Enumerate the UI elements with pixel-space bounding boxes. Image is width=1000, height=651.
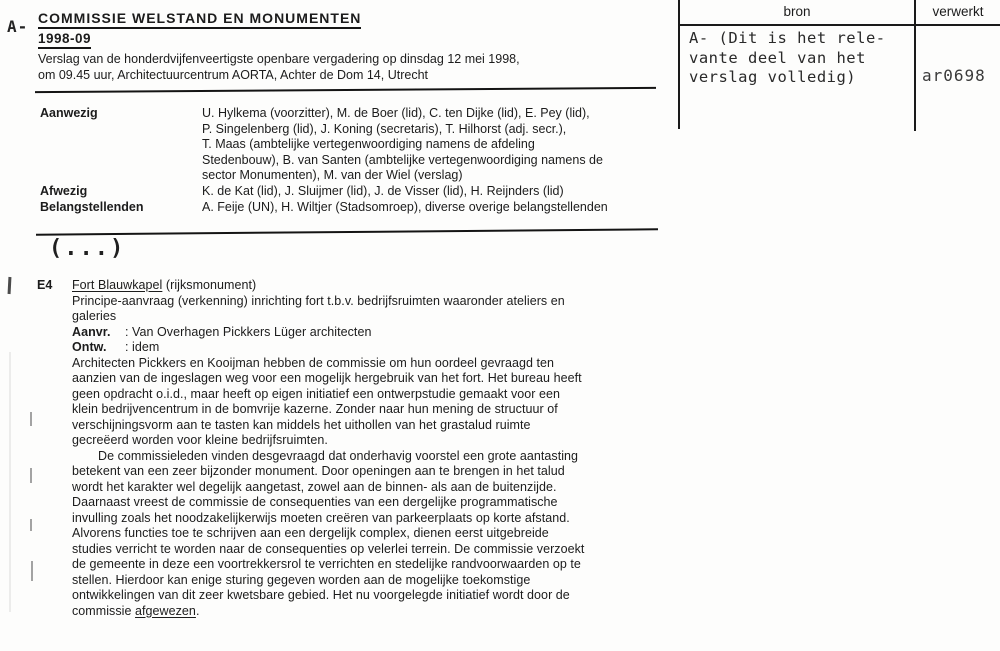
table-header-verwerkt: verwerkt (932, 4, 984, 19)
applicant-value: : Van Overhagen Pickkers Lüger architecten (125, 324, 372, 339)
text-line: De commissieleden vinden desgevraagd dat onderhavig voorstel een grote aantasting (98, 448, 579, 463)
source-note (689, 29, 886, 88)
text-line: verschijningsvorm aan te tasten kan middels het uithollen van het grastalud ruimte (72, 417, 531, 432)
designer-value: : idem (125, 340, 160, 354)
text-line: U. Hylkema (voorzitter), M. de Boer (lid), C. ten Dijke (lid), E. Pey (lid), (202, 106, 590, 120)
attendee-row-afwezig (40, 184, 680, 200)
text-line: wordt het karakter wel degelijk aangetast, zowel aan de binnen- als aan de buitenzijde. (72, 479, 557, 494)
attendee-names (202, 106, 680, 184)
agenda-item-title-line (72, 278, 678, 294)
agenda-item-body (72, 278, 678, 619)
table-header-underline (678, 24, 1000, 26)
scan-artifact (9, 352, 11, 612)
text-line: stellen. Hierdoor kan enige sturing gegeven worden aan de mogelijke toekomstige (72, 572, 531, 587)
document-title-row (38, 10, 668, 29)
designer-label: Ontw. (72, 340, 107, 354)
attendee-label: Afwezig (40, 183, 88, 198)
text-line: galeries (72, 309, 117, 323)
text-line: T. Maas (ambtelijke vertegenwoordiging namens de afdeling (202, 137, 535, 152)
text-line: Stedenbouw), B. van Santen (ambtelijke vertegenwoordiging namens de (202, 152, 603, 167)
text-line: A. Feije (UN), H. Wiltjer (Stadsomroep), diverse overige belangstellenden (202, 199, 608, 214)
scan-artifact (30, 468, 32, 483)
text-line: K. de Kat (lid), J. Sluijmer (lid), J. de Visser (lid), H. Reijnders (lid) (202, 183, 564, 198)
text-line: om 09.45 uur, Architectuurcentrum AORTA, Achter de Dom 14, Utrecht (38, 67, 428, 82)
text-line: Verslag van de honderdvijfenveertigste openbare vergadering op dinsdag 12 mei 1998, (38, 52, 520, 66)
attendee-label: Belangstellenden (40, 199, 144, 214)
closing-prefix: commissie (72, 603, 136, 618)
text-line: invulling zoals het noodzakelijkerwijs moeten creëren van parkeerplaats op korte afstand. (72, 510, 570, 525)
text-line: Daarnaast vreest de commissie de consequenties van een dergelijke programmatische (72, 495, 558, 509)
agenda-item-code: E4 (37, 278, 53, 292)
scan-artifact (8, 277, 12, 294)
text-line: klein bedrijvencentrum in de bomvrije kazerne. Zonder naar hun mening de structuur of (72, 402, 558, 416)
text-line: gecreëerd worden voor kleine bedrijfsruimten. (72, 433, 328, 447)
table-left-border (678, 0, 680, 129)
text-line: vante deel van het (689, 48, 866, 67)
text-line: Architecten Pickkers en Kooijman hebben de commissie om hun oordeel gevraagd ten (72, 355, 555, 370)
agenda-item-title: Fort Blauwkapel (72, 278, 163, 292)
text-line: Alvorens functies toe te schrijven aan een dergelijk complex, dienen eerst uitgebreide (72, 526, 549, 540)
text-line: ontwikkelingen van dit zeer kwetsbare gebied. Het nu voorgelegde initiatief wordt door de (72, 588, 570, 602)
applicant-line (72, 325, 678, 341)
processed-code: ar0698 (922, 66, 986, 85)
table-column-divider (914, 0, 916, 131)
attendee-row-belangstellenden (40, 200, 680, 216)
closing-suffix: . (195, 603, 200, 618)
text-line: verslag volledig) (689, 68, 857, 86)
document-title: COMMISSIE WELSTAND EN MONUMENTEN (38, 10, 361, 29)
document-header (38, 10, 668, 83)
attendee-names (202, 184, 680, 200)
divider-rule-top (35, 87, 656, 93)
text-line: betekent van een zeer bijzonder monument. Door openingen aan te brengen in het talud (72, 464, 565, 478)
text-line: de gemeente in deze een voortrekkersrol te verrichten en stedelijke randvoorwaarden op te (72, 557, 581, 571)
text-line: aanzien van de ingeslagen weg voor een mogelijk hergebruik van het fort. Het bureau heeft (72, 371, 582, 385)
attendee-label: Aanwezig (40, 106, 98, 120)
meeting-intro (38, 52, 668, 83)
body-paragraph-1 (72, 356, 678, 449)
closing-verdict: afgewezen (135, 603, 196, 618)
text-line: studies verricht te worden naar de consequenties op velerlei terrein. De commissie verzoekt (72, 541, 585, 556)
closing-line (72, 604, 678, 620)
attendee-names (202, 200, 680, 216)
scan-artifact (30, 412, 32, 426)
agenda-item-subtitle (72, 294, 678, 325)
designer-line (72, 340, 678, 356)
issue-row (38, 29, 668, 49)
scan-artifact (31, 561, 33, 581)
text-line: P. Singelenberg (lid), J. Koning (secretaris), T. Hilhorst (adj. secr.), (202, 121, 567, 136)
omission-mark: (...) (49, 236, 126, 261)
body-paragraph-2 (72, 449, 678, 604)
scan-artifact (30, 519, 32, 531)
attendee-list (40, 106, 680, 215)
table-header-bron: bron (783, 4, 811, 19)
attendee-row-aanwezig (40, 106, 680, 184)
text-line: geen opdracht o.i.d., maar heeft op eigen initiatief een ontwerpstudie gemaakt voor een (72, 386, 560, 401)
text-line: A- (Dit is het rele- (689, 29, 886, 47)
text-line: sector Monumenten), M. van der Wiel (verslag) (202, 168, 463, 183)
agenda-item-title-suffix: (rijksmonument) (162, 278, 257, 292)
issue-number: 1998-09 (38, 31, 91, 49)
applicant-label: Aanvr. (72, 324, 111, 339)
text-line: Principe-aanvraag (verkenning) inrichting fort t.b.v. bedrijfsruimten waaronder ateliers en (72, 293, 565, 308)
divider-rule-middle (36, 228, 658, 235)
margin-annotation: A- (7, 17, 29, 36)
